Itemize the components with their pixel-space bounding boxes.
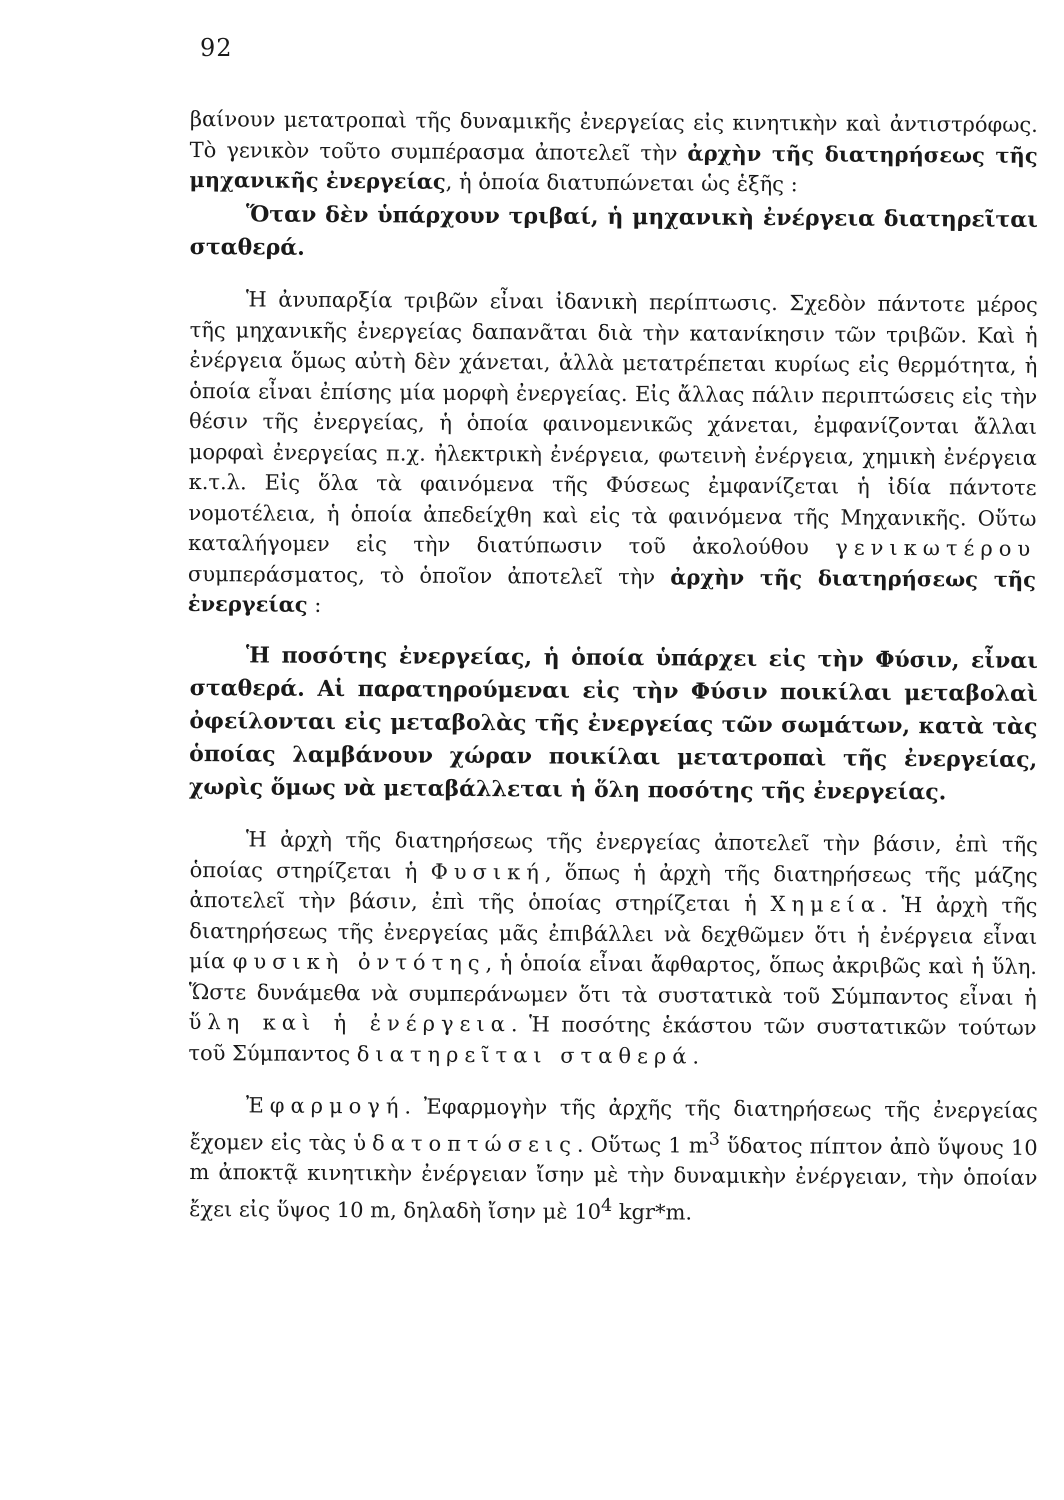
- page-number: 92: [200, 34, 233, 62]
- spaced-term: Φυσική: [430, 859, 545, 884]
- spaced-term: ὕλη καὶ ἡ ἐνέργεια: [188, 1009, 511, 1037]
- text-run: kgr*m.: [612, 1199, 693, 1225]
- text-run: . Οὕτως 1 m: [576, 1132, 709, 1158]
- bold-law-text: Ἡ ποσότης ἐνεργείας, ἡ ὁποία ὑπάρχει εἰς τὴν Φύσιν, εἶναι σταθερά. Αἱ παρατηρούμεναι εἰς τὴν Φύσιν ποικίλαι μεταβολαὶ ὀφείλονται εἰς μεταβολὰς τῆς ἐνεργείας τῶν σωμάτων, κατὰ τὰς ὁποίας λαμβάνουν χώραν ποικίλαι μετατροπαὶ τῆς ἐνεργείας, χωρὶς ὅμως νὰ μεταβάλλεται ἡ ὅλη ποσότης τῆς ἐνεργείας.: [188, 642, 1038, 806]
- text-run: . Ἡ ἀρχὴ τῆς διατηρήσεως τῆς ἐνεργείας μᾶς ἐπιβάλλει νὰ δεχθῶμεν ὅτι ἡ ἐνέργεια εἶναι μία: [188, 892, 1038, 974]
- bold-law-text: Ὅταν δὲν ὑπάρχουν τριβαί, ἡ μηχανικὴ ἐνέργεια διατηρεῖται σταθερά.: [189, 200, 1038, 261]
- paragraph-5: [188, 824, 1038, 1074]
- bold-term: ἀρχὴν τῆς διατηρήσεως τῆς μηχανικῆς ἐνεργείας: [189, 139, 1038, 194]
- spaced-term: διατηρεῖται σταθερά: [356, 1041, 693, 1069]
- text-run: ὕδατος πίπτον ἀπὸ ὕψους 10 m ἀποκτᾷ κινητικὴν ἐνέργειαν ἴσην μὲ τὴν δυναμικὴν ἐνέργειαν, τὴν ὁποίαν ἔχει εἰς ὕψος 10 m, δηλαδὴ ἴσην μὲ 10: [189, 1133, 1038, 1224]
- spaced-term: Ἐφαρμογή: [245, 1093, 405, 1119]
- text-run: , ἡ ὁποία εἶναι ἄφθαρτος, ὅπως ἀκριβῶς καὶ ἡ ὕλη. Ὥστε δυνάμεθα νὰ συμπεράνωμεν ὅτι τὰ συστατικὰ τοῦ Σύμπαντος εἶναι ἡ: [188, 951, 1038, 1010]
- text-run: .: [692, 1044, 700, 1069]
- paragraph-application: [189, 1090, 1038, 1230]
- text-run: . Ἐφαρμογὴν τῆς ἀρχῆς τῆς διατηρήσεως τῆς ἐνεργείας ἔχομεν εἰς τὰς: [189, 1094, 1038, 1155]
- paragraph-3: [188, 284, 1038, 625]
- text-run: :: [307, 592, 322, 617]
- law-statement-mechanical: [190, 198, 1038, 270]
- paragraph-1: [189, 104, 1038, 201]
- text-run: , ὅπως ἡ ἀρχὴ τῆς διατηρήσεως τῆς μάζης ἀποτελεῖ τὴν βάσιν, ἐπὶ τῆς ὁποίας στηρίζεται ἡ: [189, 859, 1038, 917]
- superscript: 4: [600, 1195, 613, 1216]
- spaced-term: ὑδατοπτώσεις: [353, 1130, 578, 1157]
- spaced-term: Χημεία: [770, 892, 882, 917]
- text-run: συμπεράσματος, τὸ ὁποῖον ἀποτελεῖ τὴν: [187, 560, 671, 589]
- bold-term: ἀρχὴν τῆς διατηρήσεως τῆς ἐνεργείας: [187, 563, 1037, 617]
- text-run: . Ἡ ποσότης ἑκάστου τῶν συστατικῶν τούτων τοῦ Σύμπαντος: [188, 1012, 1037, 1066]
- text-block: [187, 104, 1038, 1225]
- spaced-term: φυσικὴ ὀντότης: [232, 949, 486, 976]
- text-run: Ἡ ἀρχὴ τῆς διατηρήσεως τῆς ἐνεργείας ἀποτελεῖ τὴν βάσιν, ἐπὶ τῆς ὁποίας στηρίζεται ἡ: [189, 827, 1038, 884]
- law-statement-energy: [189, 639, 1038, 810]
- text-run: βαίνουν μετατροπαὶ τῆς δυναμικῆς ἐνεργείας εἰς κινητικὴν καὶ ἀντιστρόφως. Τὸ γενικὸν τοῦτο συμπέρασμα ἀποτελεῖ τὴν: [189, 106, 1038, 165]
- text-run: , ἡ ὁποία διατυπώνεται ὡς ἑξῆς :: [445, 169, 798, 197]
- superscript: 3: [708, 1129, 720, 1150]
- spaced-term: γενικωτέρου: [835, 535, 1037, 561]
- text-run: Ἡ ἀνυπαρξία τριβῶν εἶναι ἰδανικὴ περίπτωσις. Σχεδὸν πάντοτε μέρος τῆς μηχανικῆς ἐνεργείας δαπανᾶται διὰ τὴν κατανίκησιν τῶν τριβῶν. Καὶ ἡ ἐνέργεια ὅμως αὐτὴ δὲν χάνεται, ἀλλὰ μετατρέπεται κυρίως εἰς θερμότητα, ἡ ὁποία εἶναι ἐπίσης μία μορφὴ ἐνεργείας. Εἰς ἄλλας πάλιν περιπτώσεις εἰς τὴν θέσιν τῆς ἐνεργείας, ἡ ὁποία φαινομενικῶς χάνεται, ἐμφανίζονται ἄλλαι μορφαὶ ἐνεργείας π.χ. ἠλεκτρικὴ ἐνέργεια, φωτεινὴ ἐνέργεια, χημικὴ ἐνέργεια κ.τ.λ. Εἰς ὅλα τὰ φαινόμενα τῆς Φύσεως ἐμφανίζεται ἡ ἰδία πάντοτε νομοτέλεια, ἡ ὁποία ἀπεδείχθη καὶ εἰς τὰ φαινόμενα τῆς Μηχανικῆς. Οὕτω καταλήγομεν εἰς τὴν διατύπωσιν τοῦ ἀκολούθου: [188, 286, 1038, 560]
